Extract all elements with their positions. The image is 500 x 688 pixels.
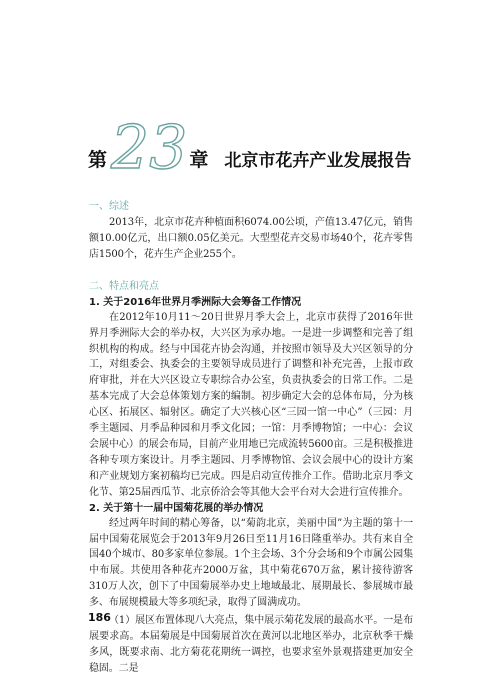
section-heading-highlights: 二、特点和亮点 bbox=[89, 280, 159, 292]
subsection-heading-rose-congress: 1. 关于2016年世界月季洲际大会筹备工作情况 bbox=[89, 296, 302, 308]
exhibition-highlights-paragraph: （1）展区布置体现八大亮点，集中展示菊花发展的最高水平。一是布展要求高。本届菊展是中国菊展首次在黄河以北地区举办，北京秋季干燥多风，既要求南、北方菊花花期统一调控，也要求室外景观搭建更加安全稳固。二是 bbox=[89, 615, 413, 674]
chapter-heading bbox=[88, 113, 412, 183]
subsection-heading-chrysanthemum-show: 2. 关于第十一届中国菊花展的举办情况 bbox=[89, 502, 264, 514]
section-heading-overview: 一、综述 bbox=[89, 201, 129, 212]
page-number: 186 bbox=[88, 611, 111, 624]
chapter-prefix: 第 bbox=[88, 149, 108, 171]
chapter-suffix: 章 bbox=[189, 149, 209, 171]
overview-paragraph: 2013年，北京市花卉种植面积6074.00公顷，产值13.47亿元，销售额10.00亿元，出口额0.05亿美元。大型型花卉交易市场40个，花卉零售店1500个，花卉生产企业255个。 bbox=[89, 217, 413, 260]
chapter-number: 23 bbox=[111, 113, 188, 183]
chapter-title: 北京市花卉产业发展报告 bbox=[224, 151, 412, 171]
chrysanthemum-show-paragraph: 经过两年时间的精心筹备，以“菊韵北京，美丽中国”为主题的第十一届中国菊花展览会于2013年9月26日至11月16日隆重举办。共有来自全国40个城市、80多家单位参展。1个主会场、3个分会场和9个市属公园集中布展。共使用各种花卉2000万盆，其中菊花670万盆，累计接待游客310万人次，创下了中国菊展举办史上地域最北、展期最长、参展城市最多、布展规模最大等多项纪录，取得了圆满成功。 bbox=[89, 517, 413, 609]
page-body bbox=[89, 199, 413, 677]
rose-congress-paragraph: 在2012年10月11～20日世界月季大会上，北京市获得了2016年世界月季洲际大会的举办权，大兴区为承办地。一是进一步调整和完善了组织机构的构成。经与中国花卉协会沟通，并按照市领导及大兴区领导的分工，对组委会、执委会的主要领导成员进行了调整和补充完善，上报市政府审批，并在大兴区设立专职综合办公室，负责执委会的日常工作。二是基本完成了大会总体策划方案的编制。初步确定大会的总体布局，分为核心区、拓展区、辐射区。确定了大兴核心区“三园一馆一中心”（三园：月季主题园、月季品种园和月季文化园；一馆：月季博物馆；一中心：会议会展中心）的展会布局，目前产业用地已完成流转5600亩。三是积极推进各种专项方案设计。月季主题园、月季博物馆、会议会展中心的设计方案和产业规划方案初稿均已完成。四是启动宣传推介工作。借助北京月季文化节、第25届西瓜节、北京侨洽会等其他大会平台对大会进行宣传推介。 bbox=[89, 311, 413, 498]
